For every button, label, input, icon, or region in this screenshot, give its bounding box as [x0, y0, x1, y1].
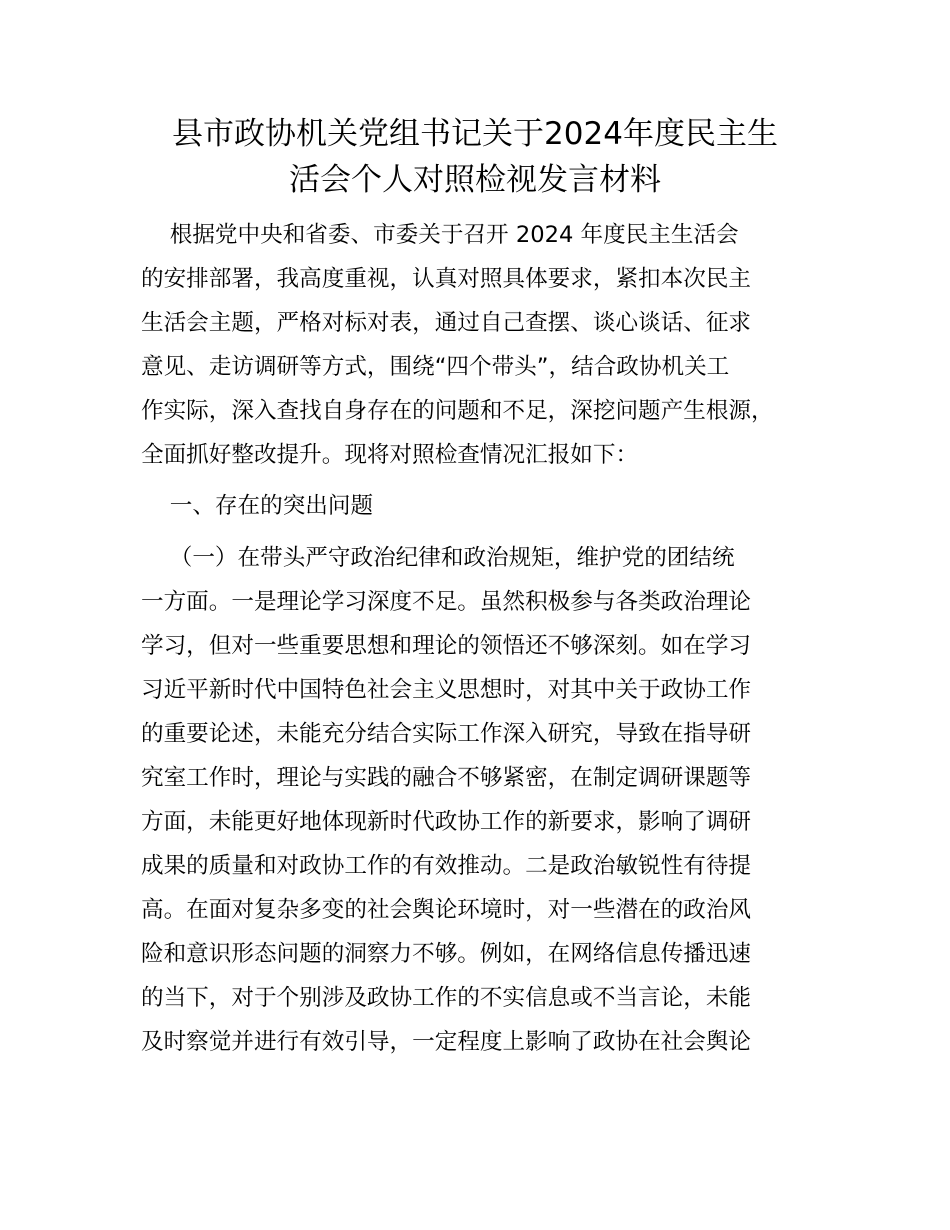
paragraph-line: 根据党中央和省委、市委关于召开 2024 年度民主生活会 [141, 222, 739, 248]
section-heading: 一、存在的突出问题 [141, 493, 374, 519]
paragraph-line: 作实际，深入查找自身存在的问题和不足，深挖问题产生根源， [141, 398, 774, 424]
paragraph-line: 生活会主题，严格对标对表，通过自己查摆、谈心谈话、征求 [141, 310, 752, 336]
paragraph-line: 意见、走访调研等方式，围绕“四个带头”，结合政协机关工 [141, 354, 730, 380]
paragraph-line: 方面，未能更好地体现新时代政协工作的新要求，影响了调研 [141, 809, 752, 835]
paragraph-line: 及时察觉并进行有效引导，一定程度上影响了政协在社会舆论 [141, 1029, 752, 1055]
paragraph-line: 一方面。一是理论学习深度不足。虽然积极参与各类政治理论 [141, 589, 752, 615]
paragraph-line: （一）在带头严守政治纪律和政治规矩，维护党的团结统 [141, 545, 735, 571]
paragraph-line: 险和意识形态问题的洞察力不够。例如，在网络信息传播迅速 [141, 941, 752, 967]
paragraph-line: 的当下，对于个别涉及政协工作的不实信息或不当言论，未能 [141, 985, 752, 1011]
paragraph-line: 习近平新时代中国特色社会主义思想时，对其中关于政协工作 [141, 677, 752, 703]
paragraph-line: 全面抓好整改提升。现将对照检查情况汇报如下： [141, 442, 639, 468]
paragraph-line: 学习，但对一些重要思想和理论的领悟还不够深刻。如在学习 [141, 633, 752, 659]
document-title-line-1: 县市政协机关党组书记关于2024年度民主生 [172, 116, 778, 152]
paragraph-line: 高。在面对复杂多变的社会舆论环境时，对一些潜在的政治风 [141, 897, 752, 923]
document-title-line-2: 活会个人对照检视发言材料 [289, 162, 661, 198]
paragraph-line: 的重要论述，未能充分结合实际工作深入研究，导致在指导研 [141, 721, 752, 747]
paragraph-line: 究室工作时，理论与实践的融合不够紧密，在制定调研课题等 [141, 765, 752, 791]
paragraph-line: 的安排部署，我高度重视，认真对照具体要求，紧扣本次民主 [141, 266, 752, 292]
paragraph-line: 成果的质量和对政协工作的有效推动。二是政治敏锐性有待提 [141, 853, 752, 879]
